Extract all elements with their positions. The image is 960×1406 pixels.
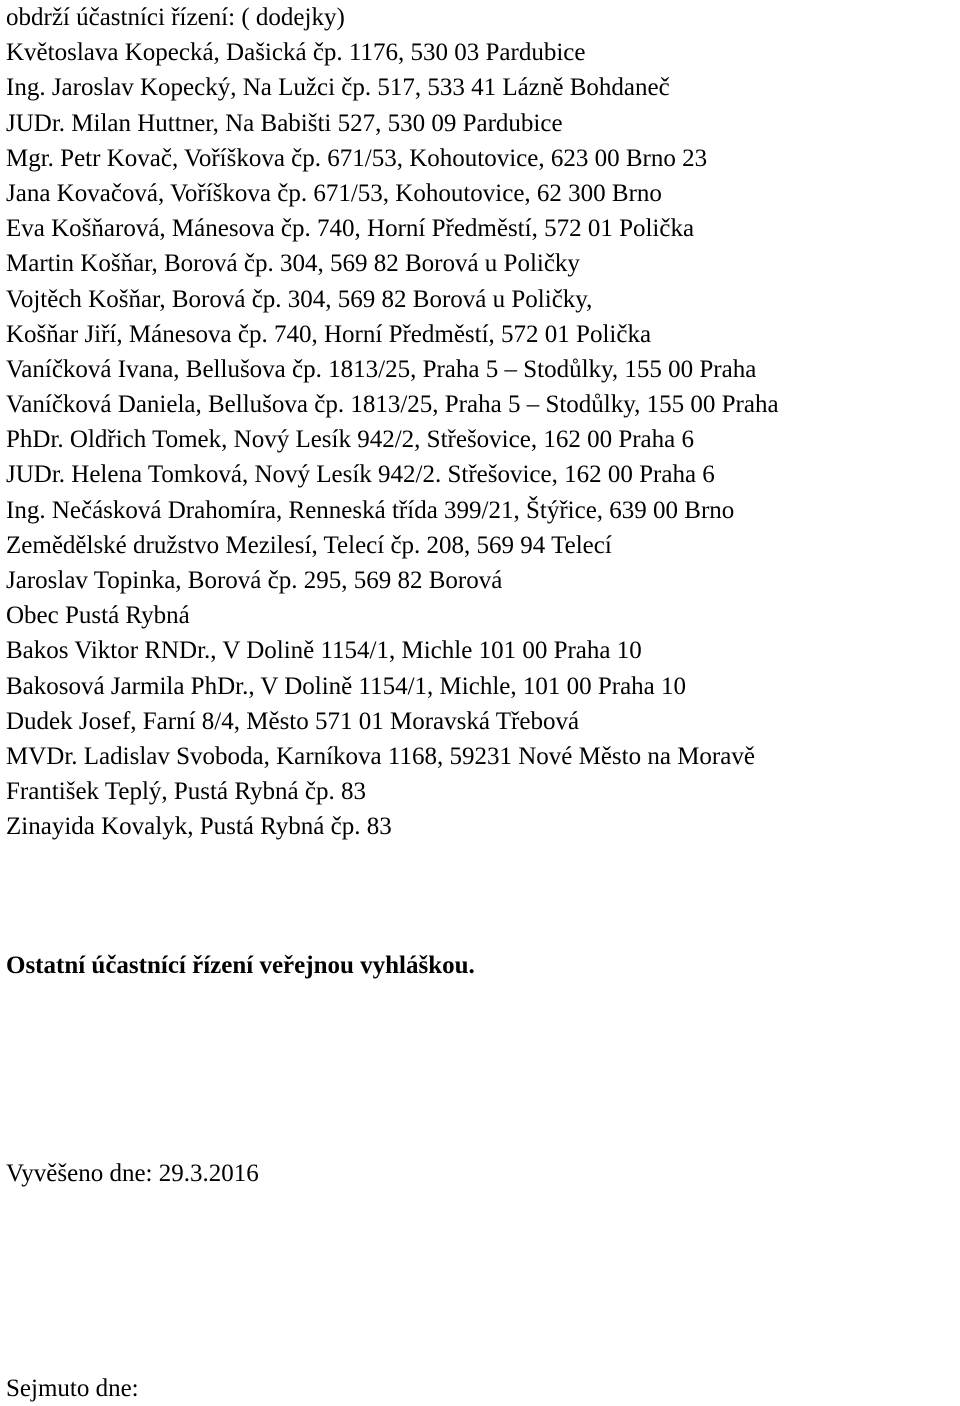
participant-line: Dudek Josef, Farní 8/4, Město 571 01 Moravská Třebová — [6, 707, 580, 735]
participant-line: JUDr. Helena Tomková, Nový Lesík 942/2. Střešovice, 162 00 Praha 6 — [6, 461, 715, 489]
participant-line: Květoslava Kopecká, Dašická čp. 1176, 530 03 Pardubice — [6, 39, 586, 67]
participant-line: Jaroslav Topinka, Borová čp. 295, 569 82 Borová — [6, 567, 503, 594]
participant-line: MVDr. Ladislav Svoboda, Karníkova 1168, 59231 Nové Město na Moravě — [6, 742, 755, 770]
participant-line: Bakos Viktor RNDr., V Dolině 1154/1, Michle 101 00 Praha 10 — [6, 637, 642, 665]
participant-line: Košňar Jiří, Mánesova čp. 740, Horní Předměstí, 572 01 Polička — [6, 320, 652, 348]
removed-date: Sejmuto dne: — [6, 1375, 139, 1402]
participant-line: JUDr. Milan Huttner, Na Babišti 527, 530 09 Pardubice — [6, 109, 563, 137]
participant-line: Zemědělské družstvo Mezilesí, Telecí čp. 208, 569 94 Telecí — [6, 531, 612, 559]
participant-line: Vaníčková Daniela, Bellušova čp. 1813/25, Praha 5 – Stodůlky, 155 00 Praha — [6, 391, 779, 419]
participant-line: Zinayida Kovalyk, Pustá Rybná čp. 83 — [6, 813, 392, 841]
participant-line: Ing. Jaroslav Kopecký, Na Lužci čp. 517, 533 41 Lázně Bohdaneč — [6, 74, 670, 102]
participant-line: Mgr. Petr Kovač, Voříškova čp. 671/53, Kohoutovice, 623 00 Brno 23 — [6, 144, 708, 172]
participant-line: Ing. Nečásková Drahomíra, Renneská třída 399/21, Štýřice, 639 00 Brno — [6, 496, 735, 524]
participant-line: Eva Košňarová, Mánesova čp. 740, Horní Předměstí, 572 01 Polička — [6, 215, 695, 243]
participant-line: PhDr. Oldřich Tomek, Nový Lesík 942/2, Střešovice, 162 00 Praha 6 — [6, 426, 694, 454]
participant-line: Jana Kovačová, Voříškova čp. 671/53, Kohoutovice, 62 300 Brno — [6, 179, 662, 207]
participant-line: František Teplý, Pustá Rybná čp. 83 — [6, 778, 366, 806]
posted-date: Vyvěšeno dne: 29.3.2016 — [6, 1160, 259, 1187]
participant-line: Bakosová Jarmila PhDr., V Dolině 1154/1, Michle, 101 00 Praha 10 — [6, 672, 687, 700]
participant-line: Vojtěch Košňar, Borová čp. 304, 569 82 Borová u Poličky, — [6, 285, 593, 313]
participant-line: Obec Pustá Rybná — [6, 602, 190, 630]
participants-list — [6, 0, 779, 845]
participants-heading: obdrží účastníci řízení: ( dodejky) — [6, 4, 345, 31]
participant-line: Martin Košňar, Borová čp. 304, 569 82 Borová u Poličky — [6, 250, 580, 278]
public-notice-text: Ostatní účastnící řízení veřejnou vyhláškou. — [6, 952, 475, 979]
participant-line: Vaníčková Ivana, Bellušova čp. 1813/25, Praha 5 – Stodůlky, 155 00 Praha — [6, 355, 757, 383]
